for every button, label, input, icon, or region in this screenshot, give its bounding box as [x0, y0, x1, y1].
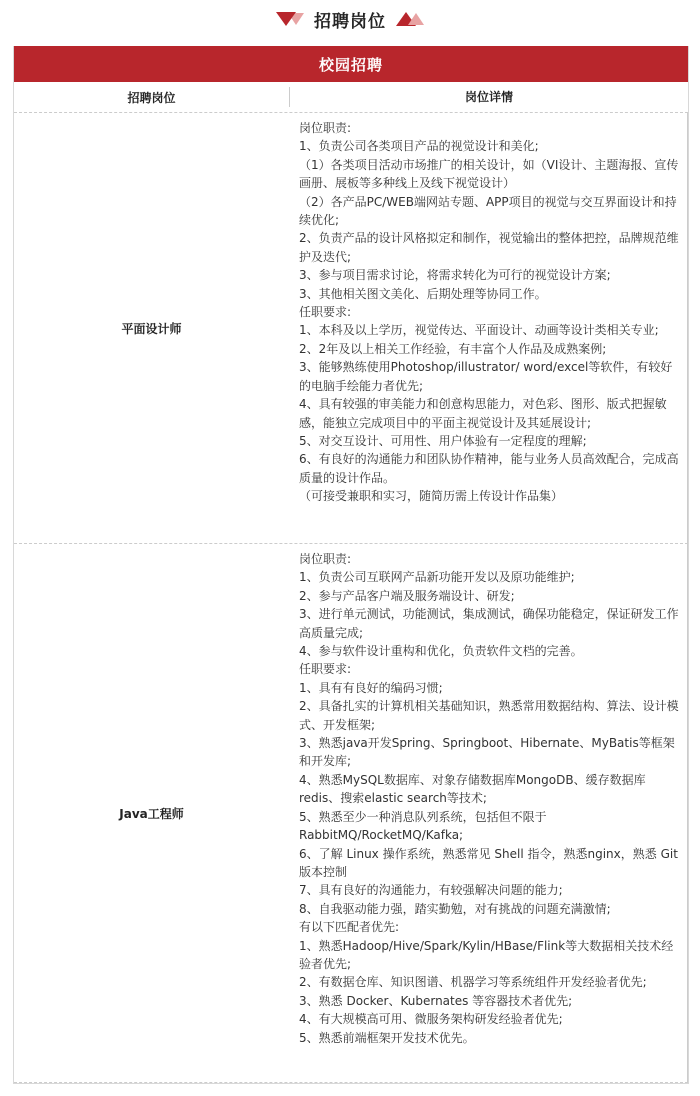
detail-line: 任职要求:	[299, 662, 352, 677]
detail-line: 岗位职责:	[299, 121, 352, 135]
detail-line: 5、对交互设计、可用性、用户体验有一定程度的理解;	[299, 433, 587, 448]
detail-line: （2）各产品PC/WEB端网站专题、APP项目的视觉与交互界面设计和持续优化;	[299, 194, 677, 228]
left-triangle-icon	[276, 12, 304, 26]
detail-line: 3、其他相关图文美化、后期处理等协同工作。	[299, 286, 547, 301]
detail-line: 1、负责公司各类项目产品的视觉设计和美化;	[299, 139, 539, 154]
detail-line: 1、负责公司互联网产品新功能开发以及原功能维护;	[299, 570, 575, 585]
table-row	[14, 544, 688, 1083]
detail-line: 3、熟悉 Docker、Kubernates 等容器技术者优先;	[299, 993, 573, 1008]
right-triangle-icon	[396, 12, 424, 26]
detail-line: 8、自我驱动能力强，踏实勤勉，对有挑战的问题充满激情;	[299, 901, 611, 916]
detail-line: 3、进行单元测试，功能测试，集成测试，确保功能稳定，保证研发工作高质量完成;	[299, 607, 679, 640]
table-banner: 校园招聘	[14, 46, 688, 82]
row-position: Java工程师	[119, 806, 184, 821]
section-title-bar	[0, 0, 700, 36]
detail-line: 2、参与产品客户端及服务端设计、研发;	[299, 588, 515, 603]
detail-line: 7、具有良好的沟通能力，有较强解决问题的能力;	[299, 883, 563, 898]
detail-line: 4、参与软件设计重构和优化，负责软件文档的完善。	[299, 644, 583, 659]
detail-line: 2、2年及以上相关工作经验，有丰富个人作品及成熟案例;	[299, 341, 607, 356]
detail-line: 1、熟悉Hadoop/Hive/Spark/Kylin/HBase/Flink等大数据相关技术经验者优先;	[299, 938, 674, 971]
row-details	[289, 113, 688, 543]
detail-line: 4、具有较强的审美能力和创意构思能力，对色彩、图形、版式把握敏感，能独立完成项目中的平面主视觉设计及其延展设计;	[299, 397, 667, 430]
detail-line: 6、了解 Linux 操作系统，熟悉常见 Shell 指令，熟悉nginx，熟悉 Git 版本控制	[299, 846, 678, 879]
detail-line: 3、参与项目需求讨论，将需求转化为可行的视觉设计方案;	[299, 268, 611, 283]
detail-line: 4、有大规模高可用、微服务架构研发经验者优先;	[299, 1012, 563, 1027]
detail-line: （可接受兼职和实习，随简历需上传设计作品集）	[299, 489, 564, 504]
detail-line: 2、有数据仓库、知识图谱、机器学习等系统组件开发经验者优先;	[299, 975, 647, 990]
table-row	[14, 113, 688, 544]
job-table	[13, 46, 689, 1084]
header-details: 岗位详情	[289, 87, 688, 107]
detail-line: 2、负责产品的设计风格拟定和制作，视觉输出的整体把控，品牌规范维护及迭代;	[299, 231, 679, 264]
row-position: 平面设计师	[121, 321, 182, 336]
detail-line: 1、具有有良好的编码习惯;	[299, 680, 443, 695]
detail-line: 6、有良好的沟通能力和团队协作精神，能与业务人员高效配合，完成高质量的设计作品。	[299, 452, 679, 485]
detail-line: 1、本科及以上学历，视觉传达、平面设计、动画等设计类相关专业;	[299, 323, 659, 338]
detail-line: 3、能够熟练使用Photoshop/illustrator/ word/excel等软件，有较好的电脑手绘能力者优先;	[299, 360, 673, 393]
detail-line: 5、熟悉至少一种消息队列系统，包括但不限于 RabbitMQ/RocketMQ/Kafka;	[299, 809, 547, 843]
detail-line: 任职要求:	[299, 305, 352, 320]
row-details	[289, 544, 688, 1082]
detail-line: 有以下匹配者优先:	[299, 920, 400, 935]
page-title: 招聘岗位	[314, 11, 386, 32]
table-header	[14, 82, 688, 113]
detail-line: 5、熟悉前端框架开发技术优先。	[299, 1030, 475, 1045]
detail-line: 3、熟悉java开发Spring、Springboot、Hibernate、MyBatis等框架和开发库;	[299, 736, 675, 769]
detail-line: （1）各类项目活动市场推广的相关设计，如（VI设计、主题海报、宣传画册、展板等多种线上及线下视觉设计）	[299, 157, 679, 191]
detail-line: 岗位职责:	[299, 552, 352, 566]
header-position: 招聘岗位	[127, 90, 176, 105]
detail-line: 4、熟悉MySQL数据库、对象存储数据库MongoDB、缓存数据库redis、搜索elastic search等技术;	[299, 772, 646, 806]
detail-line: 2、具备扎实的计算机相关基础知识，熟悉常用数据结构、算法、设计模式、开发框架;	[299, 699, 679, 732]
